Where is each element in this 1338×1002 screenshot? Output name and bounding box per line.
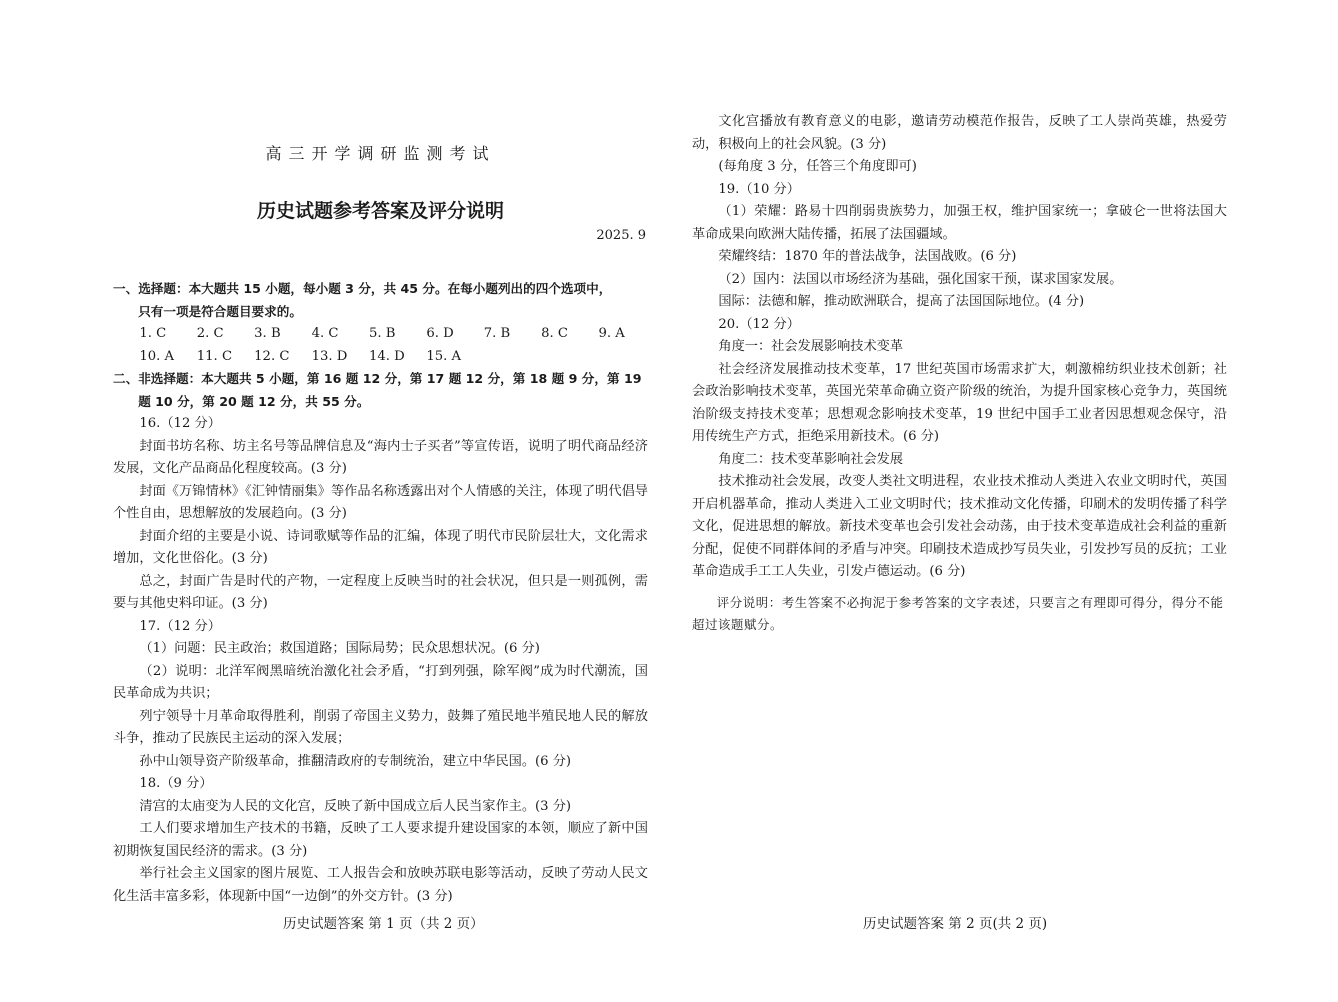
section-2-heading-cont: 题 10 分，第 20 题 12 分，共 55 分。: [138, 393, 370, 409]
page-1-footer: 历史试题答案 第 1 页（共 2 页）: [283, 916, 484, 932]
page-2: [692, 0, 1227, 1002]
answer-item: 14. D: [368, 348, 405, 364]
q19-paragraph: （1）荣耀：路易十四削弱贵族势力，加强王权，维护国家统一；拿破仑一世将法国大革命成果向欧洲大陆传播，拓展了法国疆域。: [692, 204, 1227, 242]
q18-paragraph: 举行社会主义国家的图片展览、工人报告会和放映苏联电影等活动，反映了劳动人民文化生活丰富多彩，体现新中国“一边倒”的外交方针。(3 分): [113, 866, 648, 904]
q17-paragraph: 孙中山领导资产阶级革命，推翻清政府的专制统治，建立中华民国。(6 分): [139, 753, 572, 769]
q18-paragraph: 文化宫播放有教育意义的电影，邀请劳动模范作报告，反映了工人崇尚英雄，热爱劳动，积极向上的社会风貌。(3 分): [692, 114, 1227, 152]
answer-item: 1. C: [139, 326, 167, 341]
document-title: 历史试题参考答案及评分说明: [256, 200, 504, 222]
section-1-heading-cont: 只有一项是符合题目要求的。: [138, 303, 302, 319]
page-1-body: [113, 278, 648, 908]
answer-item: 4. C: [311, 326, 339, 341]
page-2-footer: 历史试题答案 第 2 页(共 2 页): [863, 916, 1048, 932]
section-2-heading: 二、非选择题：本大题共 5 小题，第 16 题 12 分，第 17 题 12 分，第 18 题 9 分，第 19: [113, 371, 642, 386]
answer-item: 6. D: [426, 326, 454, 341]
q18-scoring-note: (每角度 3 分，任答三个角度即可): [718, 159, 917, 174]
question-20-heading: 20.（12 分）: [718, 316, 800, 332]
question-16-heading: 16.（12 分）: [139, 416, 221, 431]
q20-paragraph: 社会经济发展推动技术变革，17 世纪英国市场需求扩大，刺激棉纺织业技术创新；社会政治影响技术变革，英国光荣革命确立资产阶级的统治，为提升国家核心竞争力，英国统治阶级支持技术变革；思想观念影响技术变革，19 世纪中国手工业者因思想观念保守，沿用传统生产方式，拒绝采用新技术。(6 分): [692, 361, 1227, 444]
q16-paragraph: 封面介绍的主要是小说、诗词歌赋等作品的汇编，体现了明代市民阶层壮大，文化需求增加，文化世俗化。(3 分): [113, 528, 648, 566]
q17-paragraph: （1）问题：民主政治；救国道路；国际局势；民众思想状况。(6 分): [139, 641, 540, 656]
answer-item: 2. C: [196, 326, 224, 341]
answer-key-row-1: [113, 323, 648, 346]
q20-paragraph: 技术推动社会发展，改变人类社文明进程，农业技术推动人类进入农业文明时代，英国开启机器革命，推动人类进入工业文明时代；技术推动文化传播，印刷术的发明传播了科学文化，促进思想的解放。新技术变革也会引发社会动荡，由于技术变革造成社会利益的重新分配，促使不同群体间的矛盾与冲突。印刷技术造成抄写员失业，引发抄写员的反抗；工业革命造成手工工人失业，引发卢德运动。(6 分): [692, 474, 1227, 579]
q19-paragraph: 国际：法德和解，推动欧洲联合，提高了法国国际地位。(4 分): [718, 294, 1085, 309]
question-17-heading: 17.（12 分）: [139, 618, 221, 634]
answer-item: 15. A: [426, 348, 462, 364]
answer-item: 8. C: [541, 326, 568, 341]
q19-paragraph: 荣耀终结：1870 年的普法战争，法国战败。(6 分): [718, 249, 1017, 264]
q19-paragraph: （2）国内：法国以市场经济为基础，强化国家干预，谋求国家发展。: [718, 271, 1123, 287]
q16-paragraph: 封面《万锦情林》《汇钟情丽集》等作品名称透露出对个人情感的关注，体现了明代倡导个性自由，思想解放的发展趋向。(3 分): [113, 483, 648, 521]
question-18-heading: 18.（9 分）: [139, 776, 213, 791]
answer-item: 9. A: [598, 326, 625, 341]
q16-paragraph: 总之，封面广告是时代的产物，一定程度上反映当时的社会状况，但只是一则孤例，需要与其他史料印证。(3 分): [113, 573, 648, 611]
question-19-heading: 19.（10 分）: [718, 181, 800, 197]
page-2-body: [692, 111, 1227, 637]
q16-paragraph: 封面书坊名称、坊主名号等品牌信息及“海内士子买者”等宣传语，说明了明代商品经济发展，文化产品商品化程度较高。(3 分): [113, 438, 648, 476]
answer-item: 13. D: [311, 348, 348, 364]
q20-angle-2: 角度二：技术变革影响社会发展: [718, 451, 904, 467]
answer-item: 12. C: [254, 348, 290, 364]
q17-paragraph: 列宁领导十月革命取得胜利，削弱了帝国主义势力，鼓舞了殖民地半殖民地人民的解放斗争，推动了民族民主运动的深入发展；: [113, 708, 648, 746]
answer-item: 7. B: [483, 326, 511, 341]
answer-item: 3. B: [254, 326, 281, 341]
answer-item: 10. A: [139, 348, 175, 364]
q17-paragraph: （2）说明：北洋军阀黑暗统治激化社会矛盾，“打到列强，除军阀”成为时代潮流，国民革命成为共识；: [113, 663, 648, 701]
q18-paragraph: 工人们要求增加生产技术的书籍，反映了工人要求提升建设国家的本领，顺应了新中国初期恢复国民经济的需求。(3 分): [113, 821, 648, 859]
q18-paragraph: 清宫的太庙变为人民的文化宫，反映了新中国成立后人民当家作主。(3 分): [139, 798, 572, 814]
answer-item: 11. C: [196, 348, 233, 364]
answer-key-row-2: [113, 346, 648, 369]
document-date: 2025. 9: [596, 228, 646, 243]
page-1: [113, 0, 648, 1002]
section-1-heading: 一、选择题：本大题共 15 小题，每小题 3 分，共 45 分。在每小题列出的四个选项中，: [113, 281, 612, 296]
scoring-note: 评分说明：考生答案不必拘泥于参考答案的文字表述，只要言之有理即可得分，得分不能超过该题赋分。: [692, 594, 1224, 632]
exam-title: 高三开学调研监测考试: [265, 144, 496, 163]
q20-angle-1: 角度一：社会发展影响技术变革: [718, 339, 904, 354]
answer-item: 5. B: [368, 326, 396, 341]
